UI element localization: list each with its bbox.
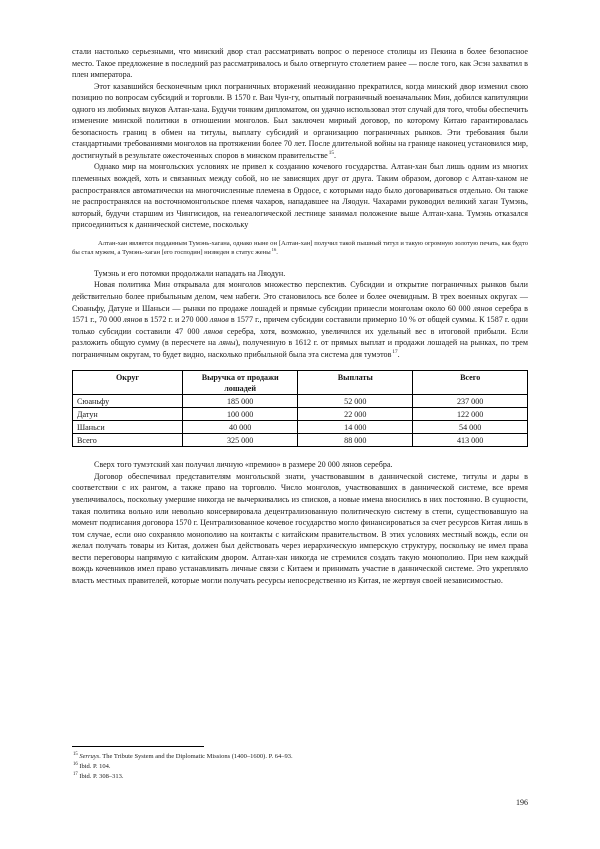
italic-term: лянов [203,326,223,336]
footnote-number[interactable]: 17 [73,772,78,778]
cell-total: 122 000 [413,408,528,421]
table-body [73,395,528,447]
quote-tail: . [276,249,278,257]
paragraph-ming-policy [72,81,528,162]
cell-region: Датун [73,408,183,421]
cell-revenue: 325 000 [183,434,298,447]
column-header-region: Округ [73,371,183,395]
paragraph-tumen: Тумэнь и его потомки продолжали нападать на Ляодун. [94,268,286,278]
italic-term: лянов [473,303,493,313]
footnote-marker-17[interactable]: 17 [392,349,398,356]
column-header-payments: Выплаты [298,371,413,395]
italic-term: лянов [209,315,229,325]
footnote-author: Serruys [79,753,100,760]
column-header-revenue: Выручка от продажи лошадей [183,371,298,395]
footnote-text: Ibid. P. 308–313. [79,773,124,781]
cell-payments: 88 000 [298,434,413,447]
paragraph-mongol-terms: Однако мир на монгольских условиях не привел к созданию кочевого государства. Алтан-хан был лишь одним из многих племенных вождей, хоть и связанных между собой, но не зависящих друг от друга. Таким образом, договор с Алтан-ханом не распространялся автоматически на многочисленные племена в Ордосе, с которыми надо было договариваться отдельно. Он также не распространялся на восточномонгольское племя чахаров, нападавшее на Ляодун. Чахарами руководил великий хаган Тумэнь, который, будучи старшим из Чингисидов, на генеалогической лестнице занимал положение выше Алтан-хана. Тумэнь отказался присоединиться к даннической системе, поскольку [72,162,528,230]
paragraph-opening: стали настолько серьезными, что минский двор стал рассматривать вопрос о переносе столицы из Пекина в более безопасное место. Такое предложение в последний раз рассматривалось и было отвергнуто столетием ранее — после того, как Эсэн захватил в плен императора. [72,47,528,80]
paragraph-text: Этот казавшийся бесконечным цикл пограничных вторжений неожиданно прекратился, когда минский двор изменил свою позицию по вопросам субсидий и торговли. В 1570 г. Ван Чун-гу, опытный пограничный военачальник Мин, добился капитуляции одного из любимых внуков Алтан-хана. Будучи тонким дипломатом, он удачно использовал этот случай для того, чтобы обеспечить изменение минской политики в отношении монголов. Был заключен мирный договор, по которому Китаю гарантировалась безопасность границ в обмен на титулы, выплату субсидий и организацию пограничных рынков. Эти требования были стандартными требованиями монголов на протяжении более 70 лет. После длительной войны на границе наконец установился мир, достигнутый в результате ожесточенных споров в минском правительстве [72,81,528,160]
page-number: 196 [516,798,528,807]
cell-total: 54 000 [413,421,528,434]
cell-payments: 22 000 [298,408,413,421]
footnotes-section [72,746,528,783]
revenue-table [72,370,528,447]
cell-revenue: 100 000 [183,408,298,421]
table-row [73,395,528,408]
cell-revenue: 185 000 [183,395,298,408]
italic-term: ляны [218,338,236,348]
cell-total: 413 000 [413,434,528,447]
paragraph-subsidies [72,279,528,360]
footnote-number[interactable]: 15 [73,751,78,757]
cell-total: 237 000 [413,395,528,408]
footnote-entry [72,772,528,782]
footnote-separator-rule [72,746,204,747]
cell-region: Всего [73,434,183,447]
paragraph-tail: . [333,150,336,160]
cell-payments: 52 000 [298,395,413,408]
paragraph-rich-text: Новая политика Мин открывала для монголов множество перспектив. Субсидии и открытие пограничных рынков были действительно более прибыльным делом, чем набеги. Это становилось все более и более очевидным. В трех военных округах — Сюаньфу, Датуне и Шаньси — рынки по продаже лошадей и прямые субсидии принесли монголам около 60 000 лянов серебра в 1571 г., 70 000 лянов в 1572 г. и 270 000 лянов в 1577 г., причем субсидии составили примерно 10 % от общей суммы. К 1587 г. одни только субсидии составили 47 000 лянов серебра, хотя, возможно, увеличился их удельный вес в итоговой прибыли. Если разложить общую сумму (в пересчете на ляны), полученную в 1612 г. от прямых выплат и продажи лошадей на рынках, по трем пограничным округам, то будет видно, насколько прибыльной была эта система для тумэтов [72,280,529,359]
footnote-entry [72,752,528,762]
footnote-number[interactable]: 16 [73,762,78,768]
table-row [73,434,528,447]
table-row [73,408,528,421]
footnote-text: Ibid. P. 104. [79,763,111,771]
column-header-total: Всего [413,371,528,395]
table-row [73,421,528,434]
footnote-entry [72,762,528,772]
paragraph-bonus: Сверх того тумэтский хан получил личную «премию» в размере 20 000 лянов серебра. [94,460,393,470]
cell-payments: 14 000 [298,421,413,434]
cell-region: Шаньси [73,421,183,434]
footnote-list [72,752,528,783]
table-header-row [73,371,528,395]
footnote-text: . The Tribute System and the Diplomatic Missions (1400–1600). P. 64–93. [99,753,293,760]
cell-region: Сюаньфу [73,395,183,408]
paragraph-treaty: Договор обеспечивал представителям монгольской знати, участвовавшим в даннической системе, титулы и дары в соответствии с их рангом, а также право на торговлю. Число монголов, участвовавших в даннической системе, все время увеличивалось, поскольку умершие никогда не вычеркивались из списков, а новые имена вносились в них постоянно. В сущности, такая политика вольно или невольно консервировала децентрализованную политическую систему в степи, существовавшую на момент подписания договора 1570 г. Централизованное кочевое государство могло финансироваться за счет ресурсов Китая лишь в том случае, если оно сохраняло монополию на контакты с китайским правительством. В этих условиях местный вождь, если он желал получать товары из Китая, должен был действовать через иерархическую имперскую структуру, поскольку не имел права вести переговоры напрямую с китайским двором. Алтан-хан никогда не стремился создать такую монополию. При нем каждый вождь кочевников имел право устанавливать личные связи с Китаем и принимать участие в даннической системе. Это укрепляло власть местных правителей, которые могли получать ресурсы непосредственно из Китая, не жертвуя своей независимостью. [72,471,528,585]
footnote-marker-16[interactable]: 16 [271,247,277,253]
italic-term: лянов [123,315,143,325]
block-quote [72,239,528,258]
footnote-marker-15[interactable]: 15 [328,150,334,157]
quote-text: Алтан-хан является подданным Тумэнь-хагана, однако ныне он [Алтан-хан] получил такой пышный титул и такую огромную золотую печать, как будто бы стал мужем, а Тумэнь-хаган [его господин] низведен в статус жены [72,239,528,257]
paragraph-tail: . [397,349,400,359]
cell-revenue: 40 000 [183,421,298,434]
